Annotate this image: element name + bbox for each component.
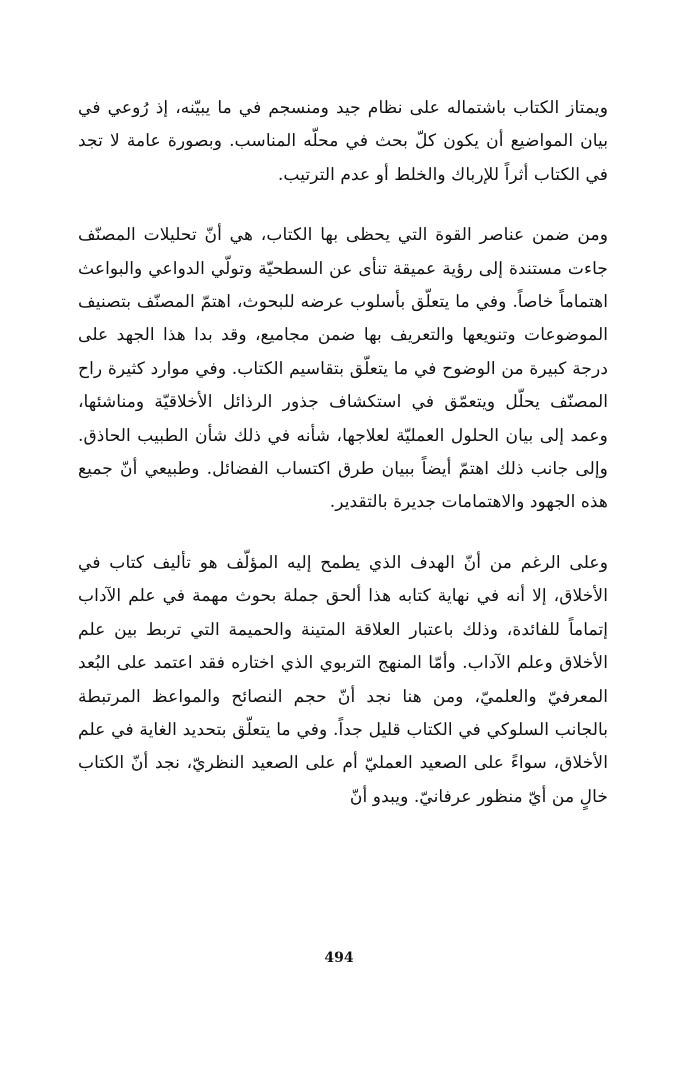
page-number: 494: [324, 950, 354, 966]
paragraph-2: ومن ضمن عناصر القوة التي يحظى بها الكتاب، هي أنّ تحليلات المصنّف جاءت مستندة إلى رؤية عميقة تنأى عن السطحيّة وتولّي الدواعي والبواعث اهتماماً خاصاً. وفي ما يتعلّق بأسلوب عرضه للبحوث، اهتمّ المصنّف بتصنيف الموضوعات وتنويعها والتعريف بها ضمن مجاميع، وقد بدا هذا الجهد على درجة كبيرة من الوضوح في ما يتعلّق بتقاسيم الكتاب. وفي موارد كثيرة راح المصنّف يحلّل ويتعمّق في استكشاف جذور الرذائل الأخلاقيّة ومناشئها، وعمد إلى بيان الحلول العمليّة لعلاجها، شأنه في ذلك شأن الطبيب الحاذق. وإلى جانب ذلك اهتمّ أيضاً ببيان طرق اكتساب الفضائل. وطبيعي أنّ جميع هذه الجهود والاهتمامات جديرة بالتقدير.: [78, 225, 608, 513]
body-text: [78, 92, 608, 814]
paragraph-3: وعلى الرغم من أنّ الهدف الذي يطمح إليه المؤلّف هو تأليف كتاب في الأخلاق، إلا أنه في نهاية كتابه هذا ألحق جملة بحوث مهمة في علم الآداب إتماماً للفائدة، وذلك باعتبار العلاقة المتينة والحميمة التي تربط بين علم الأخلاق وعلم الآداب. وأمّا المنهج التربوي الذي اختاره فقد اعتمد على البُعد المعرفيّ والعلميّ، ومن هنا نجد أنّ حجم النصائح والمواعظ المرتبطة بالجانب السلوكي في الكتاب قليل جداً. وفي ما يتعلّق بتحديد الغاية في علم الأخلاق، سواءً على الصعيد العمليّ أم على الصعيد النظريّ، نجد أنّ الكتاب خالٍ من أيّ منظور عرفانيّ. ويبدو أنّ: [78, 552, 608, 807]
paragraph-1: ويمتاز الكتاب باشتماله على نظام جيد ومنسجم في ما يبيّنه، إذ رُوعي في بيان المواضيع أن يكون كلّ بحث في محلّه المناسب. وبصورة عامة لا تجد في الكتاب أثراً للإرباك والخلط أو عدم الترتيب.: [78, 98, 608, 185]
